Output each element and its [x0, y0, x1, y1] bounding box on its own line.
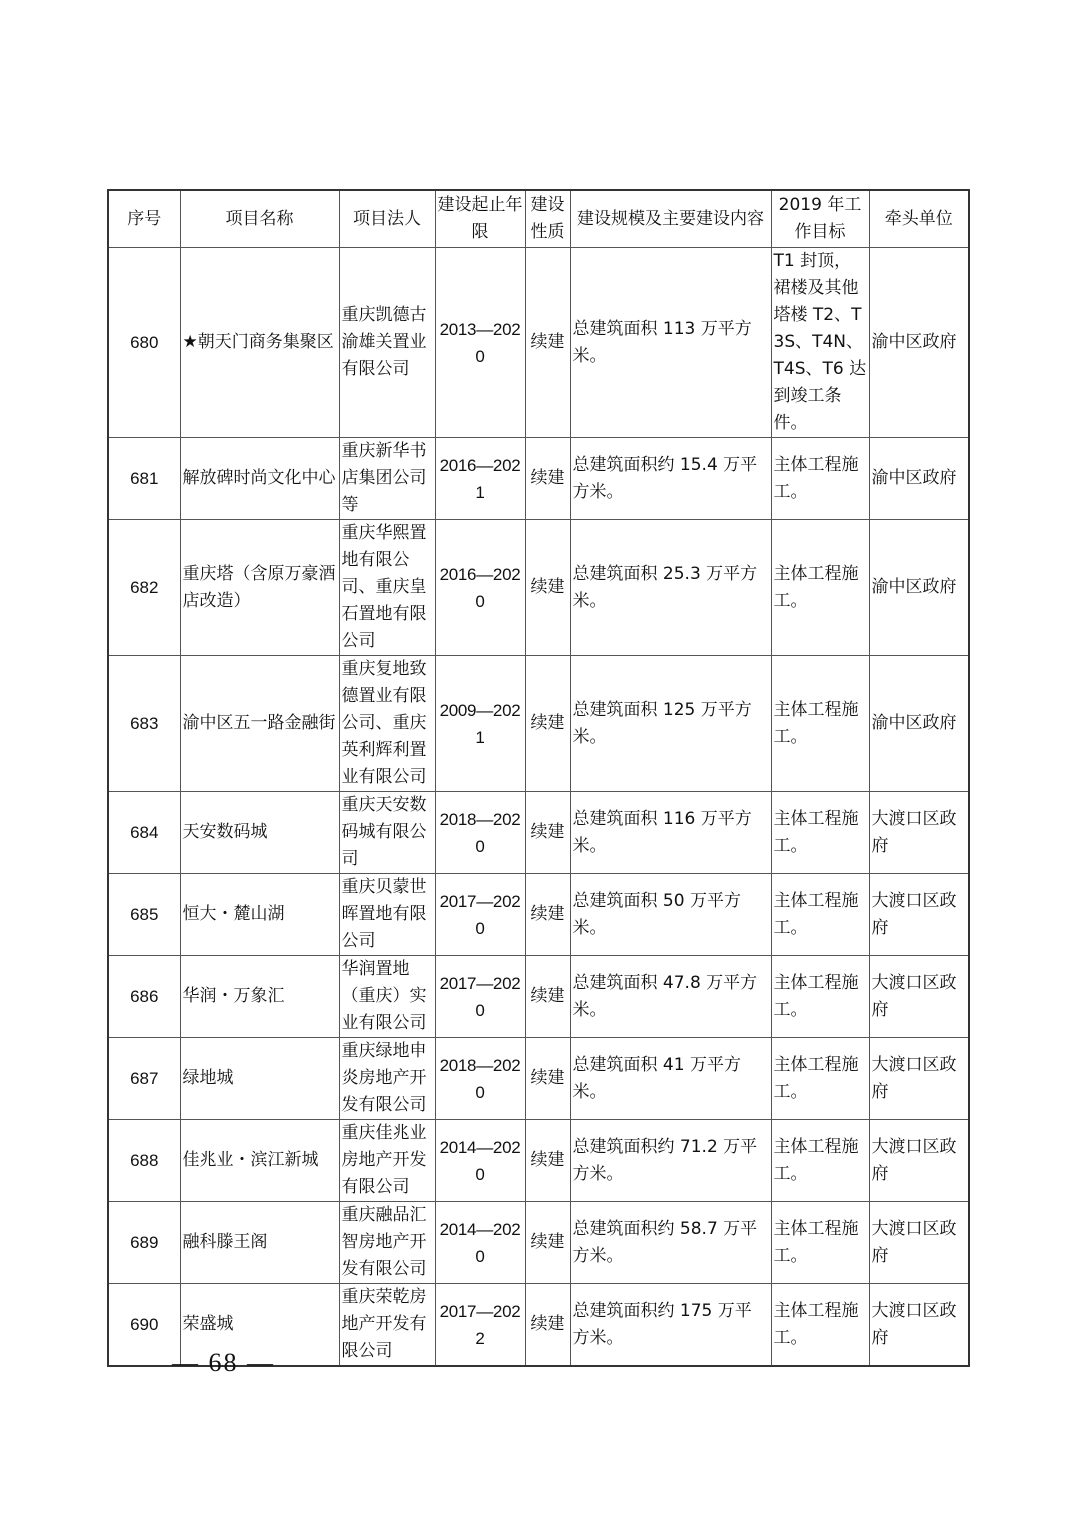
table-row — [108, 1202, 969, 1284]
cell-target: 主体工程施工。 — [771, 874, 869, 956]
cell-lead: 渝中区政府 — [869, 656, 969, 792]
cell-period: 2017—2020 — [435, 956, 525, 1038]
cell-owner: 重庆贝蒙世晖置地有限公司 — [339, 874, 435, 956]
cell-target: 主体工程施工。 — [771, 520, 869, 656]
cell-period: 2017—2020 — [435, 874, 525, 956]
header-index: 序号 — [108, 190, 180, 248]
cell-lead: 渝中区政府 — [869, 438, 969, 520]
header-period: 建设起止年限 — [435, 190, 525, 248]
cell-nature: 续建 — [525, 248, 570, 438]
cell-period: 2017—2022 — [435, 1284, 525, 1367]
cell-target: T1 封顶，裙楼及其他塔楼 T2、T3S、T4N、T4S、T6 达到竣工条件。 — [771, 248, 869, 438]
table-row — [108, 1038, 969, 1120]
table-row — [108, 1120, 969, 1202]
table-row — [108, 520, 969, 656]
cell-owner: 重庆佳兆业房地产开发有限公司 — [339, 1120, 435, 1202]
cell-owner: 重庆华熙置地有限公司、重庆皇石置地有限公司 — [339, 520, 435, 656]
table-row — [108, 248, 969, 438]
cell-period: 2013—2020 — [435, 248, 525, 438]
header-row — [108, 190, 969, 248]
cell-target: 主体工程施工。 — [771, 1120, 869, 1202]
cell-scope: 总建筑面积 113 万平方米。 — [570, 248, 771, 438]
table-row — [108, 792, 969, 874]
cell-scope: 总建筑面积 47.8 万平方米。 — [570, 956, 771, 1038]
page-number: — 68 — — [172, 1348, 275, 1377]
cell-scope: 总建筑面积约 175 万平方米。 — [570, 1284, 771, 1367]
cell-nature: 续建 — [525, 874, 570, 956]
cell-target: 主体工程施工。 — [771, 656, 869, 792]
cell-name: ★朝天门商务集聚区 — [180, 248, 339, 438]
cell-target: 主体工程施工。 — [771, 438, 869, 520]
cell-name: 佳兆业・滨江新城 — [180, 1120, 339, 1202]
cell-name: 融科滕王阁 — [180, 1202, 339, 1284]
cell-period: 2016—2020 — [435, 520, 525, 656]
cell-name: 解放碑时尚文化中心 — [180, 438, 339, 520]
header-target: 2019 年工作目标 — [771, 190, 869, 248]
cell-lead: 渝中区政府 — [869, 248, 969, 438]
header-owner: 项目法人 — [339, 190, 435, 248]
cell-target: 主体工程施工。 — [771, 1202, 869, 1284]
cell-owner: 重庆天安数码城有限公司 — [339, 792, 435, 874]
cell-index: 680 — [108, 248, 180, 438]
cell-nature: 续建 — [525, 792, 570, 874]
header-name: 项目名称 — [180, 190, 339, 248]
cell-index: 689 — [108, 1202, 180, 1284]
cell-index: 683 — [108, 656, 180, 792]
cell-nature: 续建 — [525, 1038, 570, 1120]
cell-scope: 总建筑面积 25.3 万平方米。 — [570, 520, 771, 656]
cell-name: 天安数码城 — [180, 792, 339, 874]
cell-lead: 大渡口区政府 — [869, 1284, 969, 1367]
cell-index: 684 — [108, 792, 180, 874]
cell-owner: 重庆新华书店集团公司等 — [339, 438, 435, 520]
cell-nature: 续建 — [525, 956, 570, 1038]
table-row — [108, 874, 969, 956]
cell-lead: 渝中区政府 — [869, 520, 969, 656]
cell-scope: 总建筑面积 125 万平方米。 — [570, 656, 771, 792]
cell-nature: 续建 — [525, 1120, 570, 1202]
cell-nature: 续建 — [525, 438, 570, 520]
cell-name: 恒大・麓山湖 — [180, 874, 339, 956]
cell-period: 2018—2020 — [435, 792, 525, 874]
cell-index: 682 — [108, 520, 180, 656]
cell-lead: 大渡口区政府 — [869, 956, 969, 1038]
cell-lead: 大渡口区政府 — [869, 874, 969, 956]
cell-name: 绿地城 — [180, 1038, 339, 1120]
header-lead: 牵头单位 — [869, 190, 969, 248]
cell-period: 2009—2021 — [435, 656, 525, 792]
cell-nature: 续建 — [525, 1284, 570, 1367]
cell-target: 主体工程施工。 — [771, 956, 869, 1038]
cell-target: 主体工程施工。 — [771, 792, 869, 874]
cell-scope: 总建筑面积 116 万平方米。 — [570, 792, 771, 874]
cell-owner: 重庆荣乾房地产开发有限公司 — [339, 1284, 435, 1367]
cell-name: 渝中区五一路金融街 — [180, 656, 339, 792]
cell-index: 681 — [108, 438, 180, 520]
cell-period: 2014—2020 — [435, 1202, 525, 1284]
cell-name: 重庆塔（含原万豪酒店改造） — [180, 520, 339, 656]
cell-owner: 重庆凯德古渝雄关置业有限公司 — [339, 248, 435, 438]
cell-scope: 总建筑面积约 58.7 万平方米。 — [570, 1202, 771, 1284]
cell-lead: 大渡口区政府 — [869, 1038, 969, 1120]
cell-scope: 总建筑面积约 71.2 万平方米。 — [570, 1120, 771, 1202]
cell-owner: 重庆绿地申炎房地产开发有限公司 — [339, 1038, 435, 1120]
cell-scope: 总建筑面积 41 万平方米。 — [570, 1038, 771, 1120]
header-nature: 建设性质 — [525, 190, 570, 248]
table-row — [108, 656, 969, 792]
project-table — [107, 189, 970, 1367]
cell-period: 2014—2020 — [435, 1120, 525, 1202]
cell-nature: 续建 — [525, 1202, 570, 1284]
cell-scope: 总建筑面积 50 万平方米。 — [570, 874, 771, 956]
header-scope: 建设规模及主要建设内容 — [570, 190, 771, 248]
cell-index: 690 — [108, 1284, 180, 1367]
cell-lead: 大渡口区政府 — [869, 1202, 969, 1284]
cell-period: 2018—2020 — [435, 1038, 525, 1120]
table-row — [108, 956, 969, 1038]
cell-target: 主体工程施工。 — [771, 1038, 869, 1120]
cell-scope: 总建筑面积约 15.4 万平方米。 — [570, 438, 771, 520]
table-row — [108, 438, 969, 520]
cell-index: 686 — [108, 956, 180, 1038]
cell-owner: 重庆复地致德置业有限公司、重庆英利辉利置业有限公司 — [339, 656, 435, 792]
cell-index: 688 — [108, 1120, 180, 1202]
cell-owner: 重庆融品汇智房地产开发有限公司 — [339, 1202, 435, 1284]
cell-nature: 续建 — [525, 656, 570, 792]
cell-target: 主体工程施工。 — [771, 1284, 869, 1367]
cell-nature: 续建 — [525, 520, 570, 656]
cell-name: 荣盛城 — [180, 1284, 339, 1367]
cell-index: 685 — [108, 874, 180, 956]
cell-lead: 大渡口区政府 — [869, 1120, 969, 1202]
cell-lead: 大渡口区政府 — [869, 792, 969, 874]
cell-period: 2016—2021 — [435, 438, 525, 520]
cell-index: 687 — [108, 1038, 180, 1120]
cell-owner: 华润置地（重庆）实业有限公司 — [339, 956, 435, 1038]
cell-name: 华润・万象汇 — [180, 956, 339, 1038]
